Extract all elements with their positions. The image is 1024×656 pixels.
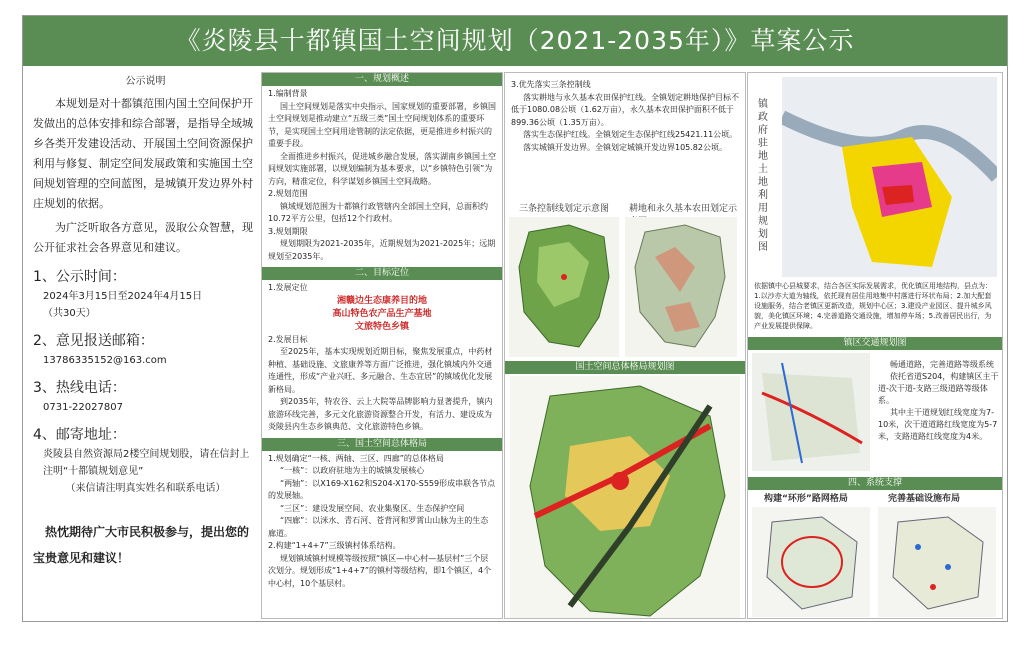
- phone-value: 0731-22027807: [43, 402, 123, 413]
- overall-pattern-map: [510, 376, 740, 619]
- redlines-para2: 落实生态保护红线。全镇划定生态保护红线25421.11公顷。: [523, 130, 738, 139]
- time-value: 2024年3月15日至2024年4月15日: [43, 291, 203, 302]
- notice-board: [22, 15, 1008, 622]
- redlines-panel: [504, 72, 746, 619]
- email-label: 2、意见报送邮箱：: [33, 333, 154, 349]
- section-header-goals: 二、目标定位: [262, 267, 502, 280]
- pattern-para6: 2.构建“1+4+7”三级镇村体系结构。: [268, 541, 401, 550]
- redlines-heading: 3.优先落实三条控制线: [511, 80, 591, 89]
- time-days: （共30天）: [43, 308, 96, 319]
- notice-para2: 为广泛听取各方意见，汲取公众智慧，现公开征求社会各界意见和建议。: [33, 221, 253, 254]
- infrastructure-map-title: 完善基础设施布局: [888, 494, 961, 504]
- ring-road-map-title: 构建“环形”路网格局: [764, 494, 848, 504]
- pattern-para2: “一核”：以政府驻地为主的城镇发展核心: [280, 466, 425, 475]
- period-heading: 3.规划期限: [268, 226, 308, 236]
- pattern-para7: 规划镇域镇村规模等级按照“镇区—中心村—基层村”三个层次划分。规划形成“1+4+7”的镇村等级结构，即1个镇区，4个中心村，10个基层村。: [268, 553, 492, 588]
- pattern-para4: “三区”：建设发展空间、农业集聚区、生态保护空间: [280, 503, 465, 513]
- traffic-map-header: 镇区交通规划图: [748, 337, 1002, 350]
- notice-column: [33, 72, 258, 617]
- goals-para2: 到2035年，特农谷、云上大院等品牌影响力显著提升，镇内旅游环线完善，多元文化旅游资源整合开发，有活力、建设成为炎陵县内生态乡镇典范、文化旅游特色乡镇。: [268, 397, 493, 431]
- section-header-pattern: 三、国土空间总体格局: [262, 438, 502, 451]
- pattern-para1: 1.规划确定“一核、两轴、三区、四廊”的总体格局: [268, 453, 444, 463]
- cultivated-map: [625, 217, 737, 357]
- period-para: 规划期限为2021-2035年，近期规划为2021-2025年；远期规划至2035年。: [268, 239, 496, 261]
- three-lines-map: [509, 217, 619, 357]
- three-lines-map-title: 三条控制线划定示意图: [519, 204, 610, 214]
- time-label: 1、公示时间：: [33, 269, 126, 285]
- notice-heading: 公示说明: [125, 76, 166, 87]
- overall-map-header: 国土空间总体格局规划图: [505, 361, 745, 374]
- address-label: 4、邮寄地址：: [33, 427, 126, 443]
- slogan-1: 湘赣边生态康养目的地: [336, 295, 427, 306]
- page-title: 《炎陵县十都镇国土空间规划（2021-2035年）》草案公示: [23, 16, 1007, 66]
- pattern-text: [262, 451, 502, 593]
- email-value[interactable]: 13786335152@163.com: [43, 355, 167, 366]
- gov-land-use-map: [782, 77, 997, 277]
- pattern-para5: “四廊”：以洣水、青石河、苍背河和罗霄山山脉为主的生态廊道。: [268, 516, 489, 538]
- slogan-2: 高山特色农产品生产基地: [332, 308, 432, 319]
- pattern-para3: “两轴”：以X169-X162和S204-X170-S559形成串联各节点的发展轴。: [268, 478, 496, 500]
- cultivated-map-title: 耕地和永久基本农田划定示: [629, 204, 738, 214]
- scope-para: 镇域规划范围为十都镇行政管辖内全部国土空间，总面积约10.72平方公里，包括12个行政村。: [268, 201, 488, 223]
- traffic-desc-1: 畅通道路，完善道路等级系统: [890, 360, 994, 369]
- section-header-overview: 一、规划概述: [262, 73, 502, 86]
- goals-para1: 至2025年，基本实现规划近期目标，聚焦发展重点，中药材种植、基础设施、文旅康养等方面广泛推进，强化镇域内外交通连通性，形成“产业兴旺、多元融合、生态宜居”的镇域优化发展新格局。: [268, 347, 493, 394]
- redlines-para3: 落实城镇开发边界。全镇划定城镇开发边界105.82公顷。: [523, 142, 727, 152]
- slogan-3: 文旅特色乡镇: [354, 321, 409, 332]
- traffic-desc-3: 其中主干道规划红线宽度为7-10米，次干道道路红线宽度为5-7米，支路道路红线宽度为4米。: [878, 408, 998, 441]
- address-value: 炎陵县自然资源局2楼空间规划股，请在信封上注明“十都镇规划意见”: [43, 449, 250, 477]
- overview-text: [262, 86, 502, 265]
- traffic-map: [752, 353, 870, 471]
- background-para1: 国土空间规划是落实中央指示、国家规划的重要部署，乡镇国土空间规划是推动建立“五级三类”国土空间规划体系的重要环节，是实现国土空间用途管制的法定依据，更是推进乡村振兴的重要手段。: [268, 101, 496, 148]
- goals-heading: 2.发展目标: [268, 334, 308, 344]
- phone-label: 3、热线电话：: [33, 380, 126, 396]
- gov-land-map-label: 镇政府驻地土地利用规划图: [758, 99, 768, 253]
- scope-heading: 2.规划范围: [268, 189, 308, 198]
- infrastructure-map: [878, 507, 996, 617]
- traffic-desc-2: 依托省道S204，构建镇区主干道-次干道-支路三级道路等级体系。: [878, 372, 999, 405]
- gov-land-desc: 依据镇中心县城要求，结合各区实际发展需求，优化镇区用地结构，县点为：1.以沙亦大道为轴线，依托现有居住用地集中村落进行环状布局；2.加大配套设施服务，结合老镇区更新改造，规划中心区；3.建设产业园区、提升城乡风貌，美化镇区环境；4.完善道路交通设施，增加停车场；5.改善居民出行，为产业发展提供保障。: [754, 282, 992, 330]
- township-panel: [747, 72, 1003, 619]
- positioning-heading: 1.发展定位: [268, 283, 308, 292]
- closing-text: 热忱期待广大市民积极参与，提出您的宝贵意见和建议！: [33, 525, 250, 565]
- background-para2: 全面推进乡村振兴，促进城乡融合发展，落实湖南乡镇国土空间规划实施部署，以规划编制为基本要求，以“乡镇特色引领”为方向，精准定位，科学谋划乡镇国土空间战略。: [268, 151, 496, 186]
- background-heading: 1.编制背景: [268, 89, 308, 98]
- redlines-text: [505, 73, 745, 156]
- redlines-para1: 落实耕地与永久基本农田保护红线。全镇划定耕地保护目标不低于1080.08公顷（1.62万亩），永久基本农田保护面积不低于899.36公顷（1.35万亩）。: [511, 92, 739, 127]
- ring-road-map: [752, 507, 870, 617]
- notice-para1: 本规划是对十都镇范围内国土空间保护开发做出的总体安排和综合部署，是指导全域城乡各类开发建设活动、开展国土空间资源保护利用与修复、制定空间发展政策和实施国土空间规划管理的空间蓝图，是城镇开发边界外村庄规划的依据。: [33, 97, 253, 210]
- section-header-support: 四、系统支撑: [748, 477, 1002, 490]
- overview-panel: [261, 72, 503, 619]
- traffic-text: [872, 357, 1003, 445]
- address-note: （来信请注明真实姓名和联系电话）: [65, 483, 226, 494]
- goals-text: [262, 280, 502, 436]
